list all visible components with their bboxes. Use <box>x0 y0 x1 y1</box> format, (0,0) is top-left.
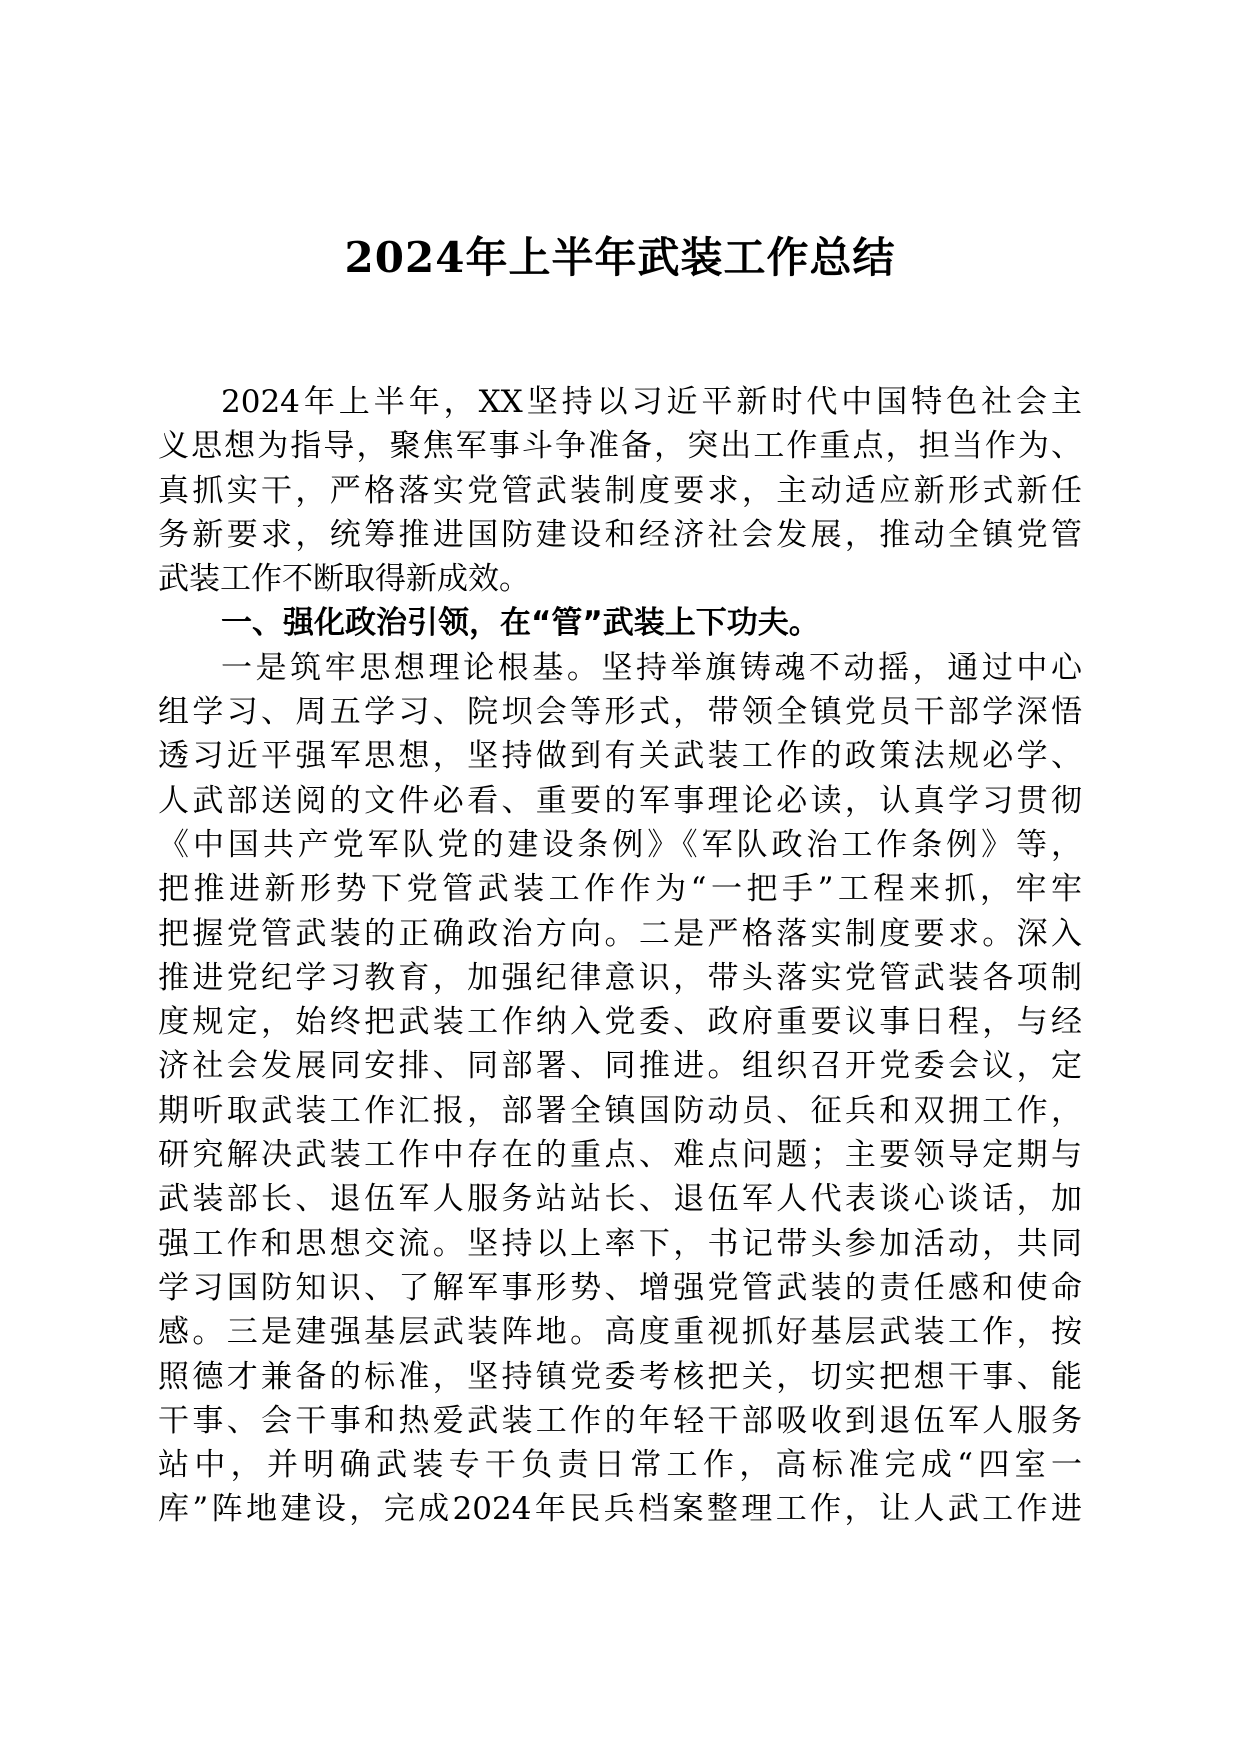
paragraph-line: 《中国共产党军队党的建设条例》《军队政治工作条例》等， <box>158 826 1082 863</box>
paragraph-line: 度规定，始终把武装工作纳入党委、政府重要议事日程，与经 <box>158 1004 1082 1041</box>
paragraph-line: 期听取武装工作汇报，部署全镇国防动员、征兵和双拥工作， <box>158 1092 1082 1129</box>
paragraph-line: 武装工作不断取得新成效。 <box>158 561 530 598</box>
paragraph-line: 干事、会干事和热爱武装工作的年轻干部吸收到退伍军人服务 <box>158 1402 1082 1439</box>
paragraph-line: 把握党管武装的正确政治方向。二是严格落实制度要求。深入 <box>158 915 1082 952</box>
paragraph-line: 强工作和思想交流。坚持以上率下，书记带头参加活动，共同 <box>158 1225 1082 1262</box>
paragraph-line: 一是筑牢思想理论根基。坚持举旗铸魂不动摇，通过中心 <box>221 649 1082 686</box>
document-body <box>158 380 1082 1532</box>
paragraph-line: 站中，并明确武装专干负责日常工作，高标准完成“四室一 <box>158 1447 1082 1484</box>
paragraph-line: 人武部送阅的文件必看、重要的军事理论必读，认真学习贯彻 <box>158 782 1082 819</box>
paragraph-line: 组学习、周五学习、院坝会等形式，带领全镇党员干部学深悟 <box>158 694 1082 731</box>
paragraph-line: 学习国防知识、了解军事形势、增强党管武装的责任感和使命 <box>158 1269 1082 1306</box>
paragraph-line: 2024年上半年，XX坚持以习近平新时代中国特色社会主 <box>221 384 1082 420</box>
paragraph-line: 义思想为指导，聚焦军事斗争准备，突出工作重点，担当作为、 <box>158 428 1082 465</box>
paragraph-line: 济社会发展同安排、同部署、同推进。组织召开党委会议，定 <box>158 1048 1082 1085</box>
section-heading: 一、强化政治引领，在“管”武装上下功夫。 <box>221 605 820 642</box>
paragraph-line: 真抓实干，严格落实党管武装制度要求，主动适应新形式新任 <box>158 472 1082 509</box>
paragraph-line: 透习近平强军思想，坚持做到有关武装工作的政策法规必学、 <box>158 738 1082 775</box>
paragraph-line: 感。三是建强基层武装阵地。高度重视抓好基层武装工作，按 <box>158 1314 1082 1351</box>
paragraph-line: 务新要求，统筹推进国防建设和经济社会发展，推动全镇党管 <box>158 516 1082 553</box>
paragraph-line: 研究解决武装工作中存在的重点、难点问题；主要领导定期与 <box>158 1137 1082 1174</box>
paragraph-line: 库”阵地建设，完成2024年民兵档案整理工作，让人武工作进 <box>158 1491 1082 1528</box>
paragraph-line: 推进党纪学习教育，加强纪律意识，带头落实党管武装各项制 <box>158 959 1082 996</box>
paragraph-line: 武装部长、退伍军人服务站站长、退伍军人代表谈心谈话，加 <box>158 1181 1082 1218</box>
document-title: 2024年上半年武装工作总结 <box>344 233 896 282</box>
paragraph-line: 照德才兼备的标准，坚持镇党委考核把关，切实把想干事、能 <box>158 1358 1082 1395</box>
paragraph-line: 把推进新形势下党管武装工作作为“一把手”工程来抓，牢牢 <box>158 871 1082 908</box>
